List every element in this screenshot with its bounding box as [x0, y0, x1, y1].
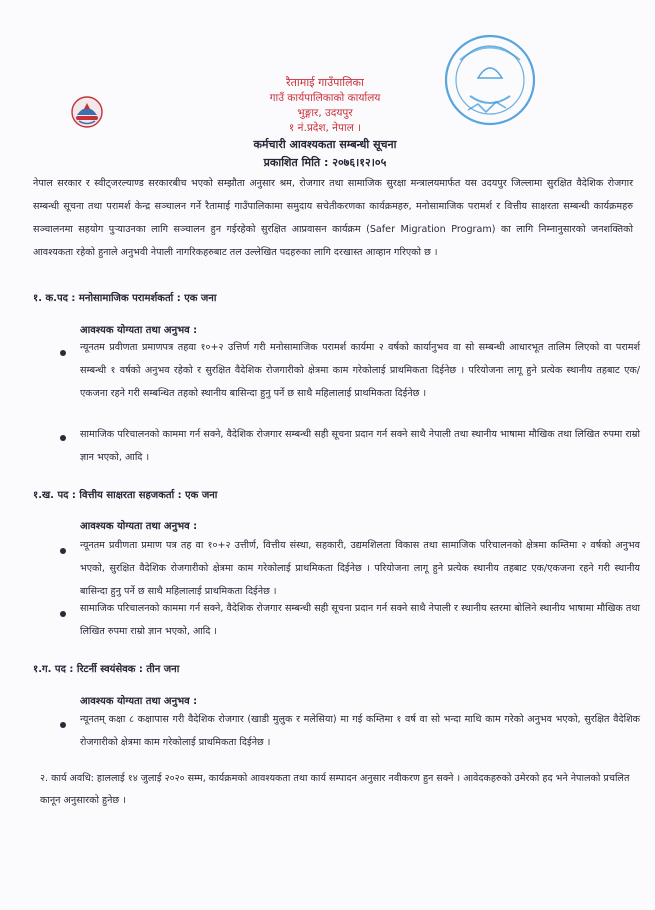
bullet-marker — [60, 350, 66, 356]
bullet-marker — [60, 722, 66, 728]
list-item: न्यूनतम् कक्षा ८ कक्षापास गरी वैदेशिक रोजगार (खाडी मुलुक र मलेसिया) मा गई कम्तिमा १ वर्ष वा सो भन्दा माथि काम गरेको अनुभव भएको, सुरक्षित वैदेशिक रोजगारीको क्षेत्रमा काम गरेकोलाई प्राथमिकता दिईनेछ । — [80, 714, 640, 748]
municipality-name: रैतामाई गाउँपालिका — [286, 76, 364, 89]
notice-title: कर्मचारी आवश्यकता सम्बन्धी सूचना — [253, 138, 397, 151]
section-subheading: आवश्यक योग्यता तथा अनुभव : — [80, 521, 198, 532]
section-heading-counselor: १. क.पद : मनोसामाजिक परामर्शकर्ता : एक जना — [33, 293, 217, 304]
section-subheading: आवश्यक योग्यता तथा अनुभव : — [80, 696, 198, 707]
section-heading-facilitator: १.ख. पद : वित्तीय साक्षरता सहजकर्ता : एक जना — [33, 490, 218, 501]
province-line: १ नं.प्रदेश, नेपाल । — [288, 122, 362, 134]
publish-date: प्रकाशित मिति : २०७६।१२।०५ — [263, 156, 387, 169]
intro-paragraph: नेपाल सरकार र स्वीट्जरल्याण्ड सरकारबीच भएको सम्झौता अनुसार श्रम, रोजगार तथा सामाजिक सुरक्षा मन्त्रालयमार्फत यस उदयपुर जिल्लामा सुरक्षित वैदेशिक रोजगार सम्बन्धी सूचना तथा परामर्श केन्द्र सञ्चालन गर्ने रैतामाई गाउँपालिकामा समुदाय सचेतीकरणका कार्यक्रमहरु, मनोसामाजिक परामर्श र वित्तीय साक्षरता सम्बन्धी कार्यक्रमहरु सञ्चालनमा सहयोग पुऱ्याउनका लागि सञ्चालन हुन गईरहेको सुरक्षित आप्रवासन कार्यक्रम (Safer Migration Program) का लागि निम्नानुसारको जनशक्तिको आवश्यकता रहेको हुनाले अनुभवी नेपाली नागरिकहरुबाट तल उल्लेखित पदहरुका लागि दरखास्त आव्हान गरिएको छ । — [33, 178, 633, 258]
office-address: भुङ्गार, उदयपुर — [297, 107, 353, 119]
bullet-marker — [60, 435, 66, 441]
list-item: न्यूनतम प्रवीणता प्रमाणपत्र तहवा १०+२ उत्तिर्ण गरी मनोसामाजिक परामर्श कार्यमा २ वर्षको कार्यानुभव वा सो सम्बन्धी आधारभूत तालिम लिएको वा परामर्श सम्बन्धी १ वर्षको अनुभव रहेको र सुरक्षित वैदेशिक रोजगारीको क्षेत्रमा काम गरेकोलाई प्राथमिकता दिईनेछ । परियोजना लागू हुने प्रत्येक स्थानीय तहबाट एक/एकजना रहने गरी सम्बन्धित तहको स्थानीय बासिन्दा हुनु पर्ने छ साथै महिलालाई प्राथमिकता दिईनेछ । — [80, 342, 640, 399]
bullet-marker — [60, 611, 66, 617]
nepal-emblem-logo — [70, 95, 104, 129]
office-name: गाउँ कार्यपालिकाको कार्यालय — [269, 92, 381, 104]
list-item: सामाजिक परिचालनको काममा गर्न सक्ने, वैदेशिक रोजगार सम्बन्धी सही सूचना प्रदान गर्न सक्ने साथै नेपाली तथा स्थानीय भाषामा मौखिक तथा लिखित रुपमा राम्रो ज्ञान भएको, आदि । — [80, 429, 641, 463]
list-item: सामाजिक परिचालनको काममा गर्न सक्ने, वैदेशिक रोजगार सम्बन्धी सही सूचना प्रदान गर्न सक्ने साथै नेपाली र स्थानीय स्तरमा बोलिने स्थानीय भाषामा मौखिक तथा लिखित रुपमा राम्रो ज्ञान भएको, आदि । — [80, 603, 640, 637]
bullet-marker — [60, 548, 66, 554]
list-item: न्यूनतम प्रवीणता प्रमाण पत्र तह वा १०+२ उत्तीर्ण, वित्तीय संस्था, सहकारी, उद्यमशिलता विकास तथा सामाजिक परिचालनको क्षेत्रमा कम्तिमा २ वर्षको अनुभव भएको, सुरक्षित वैदेशिक रोजगारीको क्षेत्रमा काम गरेकोलाई प्राथमिकता दिईनेछ । परियोजना लागू हुने प्रत्येक स्थानीय तहबाट एक/एकजना रहने गरी स्थानीय बासिन्दा हुनु पर्ने छ साथै महिलालाई प्राथमिकता दिईनेछ । — [80, 540, 640, 597]
section-heading-volunteer: १.ग. पद : रिटर्नी स्वयंसेवक : तीन जना — [33, 664, 180, 675]
work-duration-paragraph: २. कार्य अवधि: हाललाई १४ जुलाई २०२० सम्म, कार्यक्रमको आवश्यकता तथा कार्य सम्पादन अनुसार नवीकरण हुन सक्ने । आवेदकहरुको उमेरको हद भने नेपालको प्रचलित कानून अनुसारको हुनेछ । — [40, 773, 630, 806]
section-subheading: आवश्यक योग्यता तथा अनुभव : — [80, 325, 198, 336]
office-stamp — [440, 30, 540, 130]
